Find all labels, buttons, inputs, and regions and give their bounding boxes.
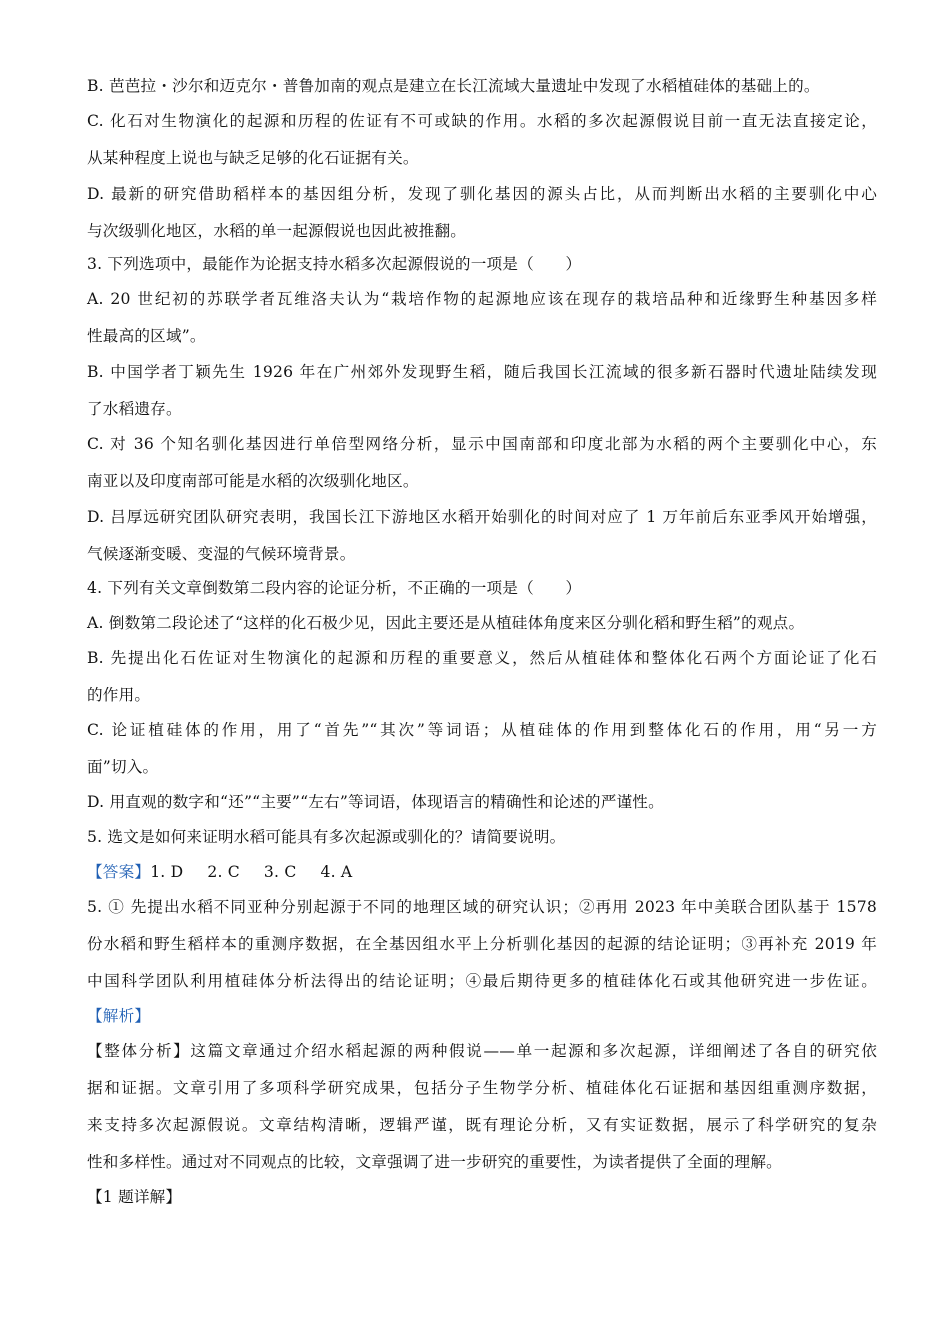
answer-5-line3: 中国科学团队利用植硅体分析法得出的结论证明；④最后期待更多的植硅体化石或其他研究进一步佐证。 [87, 972, 877, 990]
q2-option-d-line2: 与次级驯化地区，水稻的单一起源假说也因此被推翻。 [87, 222, 467, 240]
q3-option-c-line2: 南亚以及印度南部可能是水稻的次级驯化地区。 [87, 472, 419, 490]
q4-stem: 4. 下列有关文章倒数第二段内容的论证分析，不正确的一项是（ ） [87, 579, 582, 597]
q1-detail-label: 【1 题详解】 [87, 1188, 182, 1206]
q3-option-d-line1: D. 吕厚远研究团队研究表明，我国长江下游地区水稻开始驯化的时间对应了 1 万年前后东亚季风开始增强， [87, 508, 877, 526]
answer-item: 1. D [150, 863, 184, 881]
overall-analysis-line4: 性和多样性。通过对不同观点的比较，文章强调了进一步研究的重要性，为读者提供了全面的理解。 [87, 1153, 782, 1171]
q3-option-d-line2: 气候逐渐变暖、变湿的气候环境背景。 [87, 545, 356, 563]
q2-option-d-line1: D. 最新的研究借助稻样本的基因组分析，发现了驯化基因的源头占比，从而判断出水稻的主要驯化中心 [87, 185, 877, 203]
q3-option-a-line1: A. 20 世纪初的苏联学者瓦维洛夫认为“栽培作物的起源地应该在现存的栽培品种和近缘野生种基因多样 [87, 290, 877, 308]
overall-analysis-text: 这篇文章通过介绍水稻起源的两种假说——单一起源和多次起源，详细阐述了各自的研究依 [190, 1042, 877, 1060]
overall-analysis-label: 【整体分析】 [87, 1042, 191, 1060]
answer-item: 3. C [263, 863, 297, 881]
answer-label: 【答案】 [87, 863, 151, 881]
q4-option-c-line1: C. 论证植硅体的作用，用了“首先”“其次”等词语；从植硅体的作用到整体化石的作用，用“另一方 [87, 721, 877, 739]
q3-stem: 3. 下列选项中，最能作为论据支持水稻多次起源假说的一项是（ ） [87, 255, 582, 273]
q3-option-a-line2: 性最高的区域”。 [87, 327, 206, 345]
q3-option-c-line1: C. 对 36 个知名驯化基因进行单倍型网络分析，显示中国南部和印度北部为水稻的两个主要驯化中心，东 [87, 435, 877, 453]
overall-analysis-line3: 来支持多次起源假说。文章结构清晰，逻辑严谨，既有理论分析，又有实证数据，展示了科学研究的复杂 [87, 1116, 877, 1134]
overall-analysis-line1 [87, 1040, 877, 1062]
analysis-tag: 【解析】 [87, 1007, 151, 1025]
answer-row [87, 861, 877, 883]
answer-5-line1: 5. ① 先提出水稻不同亚种分别起源于不同的地理区域的研究认识；②再用 2023 年中美联合团队基于 1578 [87, 898, 877, 916]
q2-option-c-line1: C. 化石对生物演化的起源和历程的佐证有不可或缺的作用。水稻的多次起源假说目前一直无法直接定论， [87, 112, 877, 130]
answer-item: 4. A [320, 863, 353, 881]
q5-stem: 5. 选文是如何来证明水稻可能具有多次起源或驯化的？请简要说明。 [87, 828, 566, 846]
q4-option-b-line2: 的作用。 [87, 686, 151, 704]
q4-option-c-line2: 面”切入。 [87, 758, 159, 776]
q4-option-a: A. 倒数第二段论述了“这样的化石极少见，因此主要还是从植硅体角度来区分驯化稻和野生稻”的观点。 [87, 614, 805, 632]
q3-option-b-line1: B. 中国学者丁颖先生 1926 年在广州郊外发现野生稻，随后我国长江流域的很多新石器时代遗址陆续发现 [87, 363, 877, 381]
q4-option-b-line1: B. 先提出化石佐证对生物演化的起源和历程的重要意义，然后从植硅体和整体化石两个方面论证了化石 [87, 649, 877, 667]
answer-item: 2. C [207, 863, 240, 881]
q3-option-b-line2: 了水稻遗存。 [87, 400, 182, 418]
analysis-label [87, 1005, 877, 1027]
answer-5-line2: 份水稻和野生稻样本的重测序数据，在全基因组水平上分析驯化基因的起源的结论证明；③再补充 2019 年 [87, 935, 877, 953]
overall-analysis-line2: 据和证据。文章引用了多项科学研究成果，包括分子生物学分析、植硅体化石证据和基因组重测序数据， [87, 1079, 877, 1097]
q4-option-d: D. 用直观的数字和“还”“主要”“左右”等词语，体现语言的精确性和论述的严谨性。 [87, 793, 664, 811]
q2-option-c-line2: 从某种程度上说也与缺乏足够的化石证据有关。 [87, 149, 419, 167]
q2-option-b: B. 芭芭拉・沙尔和迈克尔・普鲁加南的观点是建立在长江流域大量遗址中发现了水稻植硅体的基础上的。 [87, 77, 820, 95]
